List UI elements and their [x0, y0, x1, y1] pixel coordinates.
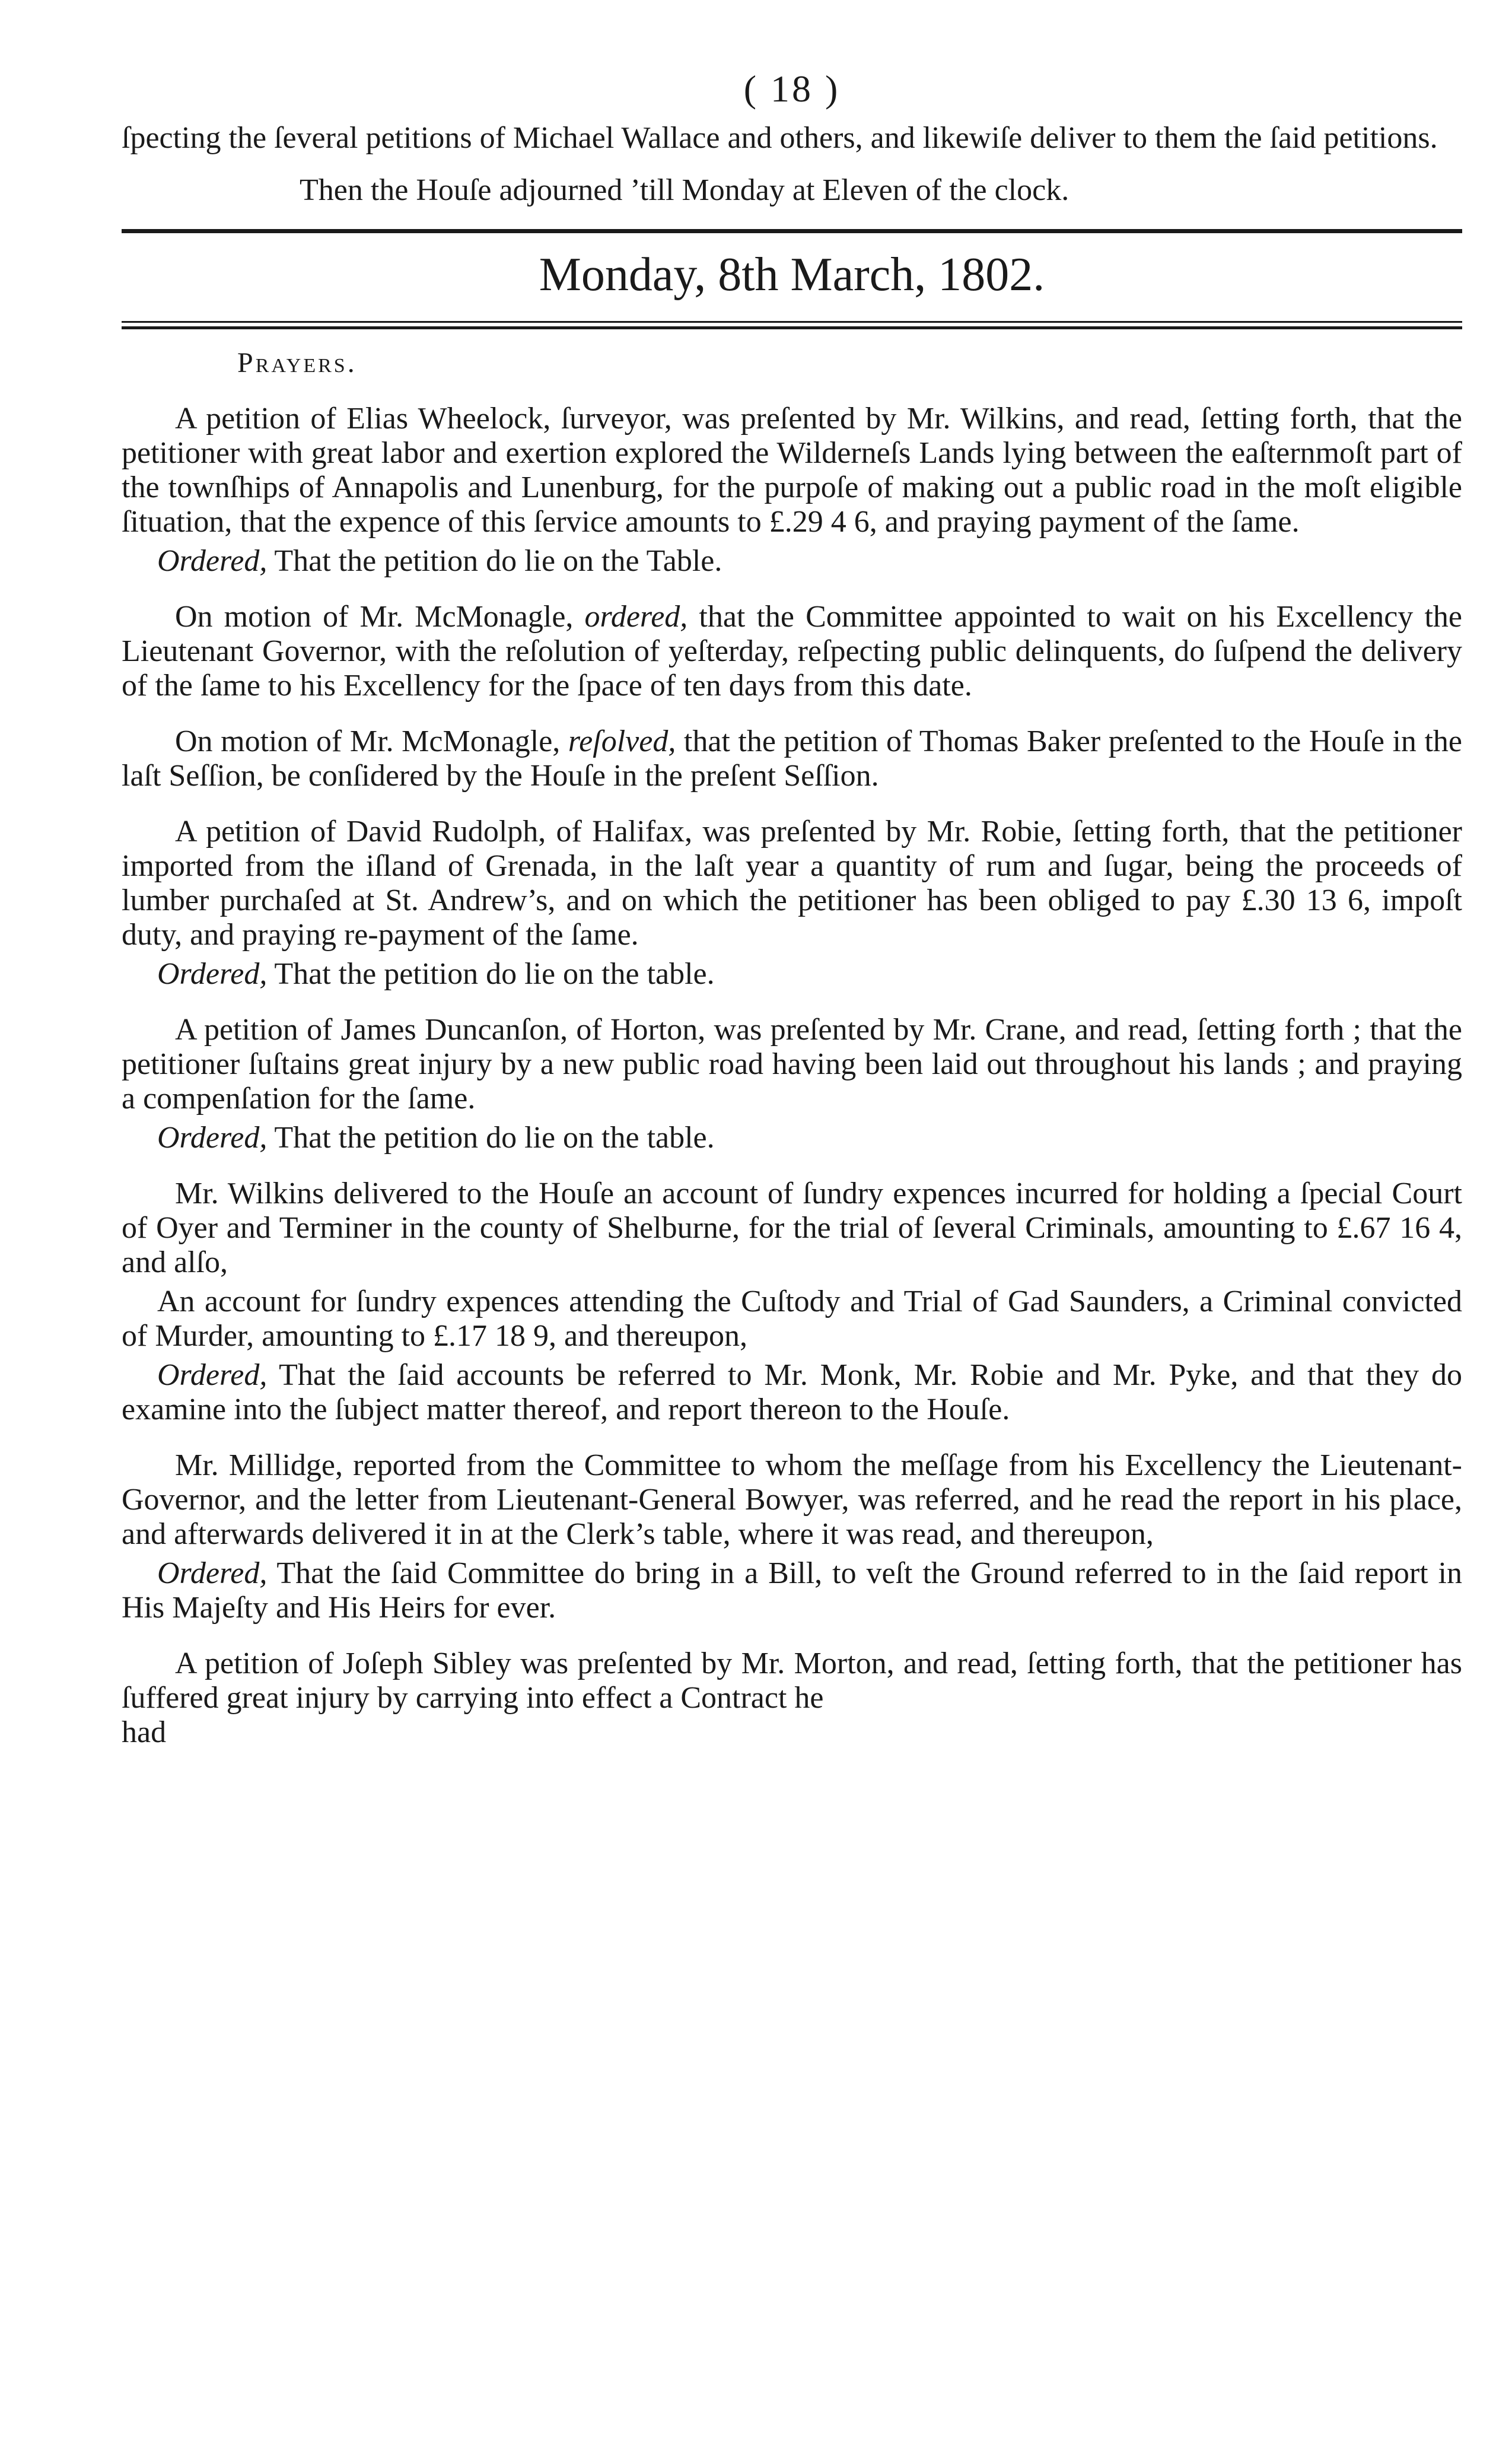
ordered-label: ordered,	[584, 600, 688, 634]
entry-saunders-account: An account for ſundry expences attending the Cuſtody and Trial of Gad Saunders, a Criminal convicted of Murder, amounting to £.17 18 9, and thereupon,	[122, 1285, 1462, 1353]
motion-prefix: On motion of Mr. McMonagle,	[175, 600, 585, 634]
entry-rudolph-petition: A petition of David Rudolph, of Halifax, was preſented by Mr. Robie, ſetting forth, that the petitioner imported from the iſland of Grenada, in the laſt year a quantity of rum and ſugar, being the proceeds of lumber purchaſed at St. Andrew’s, and on which the petitioner has been obliged to pay £.30 13 6, impoſt duty, and praying re-payment of the ſame.	[122, 815, 1462, 952]
ordered-label: Ordered,	[157, 544, 268, 578]
resolved-label: reſolved,	[568, 724, 676, 758]
date-heading: Monday, 8th March, 1802.	[539, 249, 1045, 301]
ordered-label: Ordered,	[157, 1556, 268, 1590]
entry-rudolph-order	[122, 957, 1462, 991]
adjournment-line: Then the Houſe adjourned ’till Monday at Eleven of the clock.	[300, 173, 1069, 207]
page-number: ( 18 )	[743, 68, 841, 110]
entry-motion-suspend	[122, 600, 1462, 703]
entry-motion-baker	[122, 724, 1462, 793]
ordered-label: Ordered,	[157, 957, 268, 991]
order-text: That the ſaid Committee do bring in a Bill, to veſt the Ground referred to in the ſaid report in His Majeſty and His Heirs for ever.	[122, 1556, 1462, 1625]
entry-duncanson-order	[122, 1121, 1462, 1155]
motion-text: that the Committee appointed to wait on his Excellency the Lieutenant Governor, with the reſolution of yeſterday, reſpecting public delinquents, do ſuſpend the delivery of the ſame to his Excellency for the ſpace of ten days from this date.	[122, 600, 1462, 703]
order-text: That the ſaid accounts be referred to Mr. Monk, Mr. Robie and Mr. Pyke, and that they do examine into the ſubject matter thereof, and report thereon to the Houſe.	[122, 1358, 1462, 1426]
ordered-label: Ordered,	[157, 1121, 268, 1155]
entry-accounts-order	[122, 1358, 1462, 1427]
order-text: That the petition do lie on the table.	[267, 1121, 715, 1155]
motion-text: that the petition of Thomas Baker preſented to the Houſe in the laſt Seſſion, be conſidered by the Houſe in the preſent Seſſion.	[122, 724, 1462, 793]
entry-bill-order	[122, 1556, 1462, 1625]
entry-wheelock-petition: A petition of Elias Wheelock, ſurveyor, was preſented by Mr. Wilkins, and read, ſetting forth, that the petitioner with great labor and exertion explored the Wilderneſs Lands lying between the eaſternmoſt part of the townſhips of Annapolis and Lunenburg, for the purpoſe of making out a public road in the moſt eligible ſituation, that the expence of this ſervice amounts to £.29 4 6, and praying payment of the ſame.	[122, 402, 1462, 539]
entry-millidge-report: Mr. Millidge, reported from the Committee to whom the meſſage from his Excellency the Lieutenant-Governor, and the letter from Lieutenant-General Bowyer, was referred, and he read the report in his place, and afterwards delivered it in at the Clerk’s table, where it was read, and thereupon,	[122, 1448, 1462, 1551]
ordered-label: Ordered,	[157, 1358, 268, 1392]
order-text: That the petition do lie on the Table.	[267, 544, 722, 578]
entry-duncanson-petition: A petition of James Duncanſon, of Horton, was preſented by Mr. Crane, and read, ſetting forth ; that the petitioner ſuſtains great injury by a new public road having been laid out throughout his lands ; and praying a compenſation for the ſame.	[122, 1013, 1462, 1115]
document-page	[122, 65, 1462, 1750]
catchword: had	[122, 1715, 167, 1749]
entry-sibley-petition: A petition of Joſeph Sibley was preſented by Mr. Morton, and read, ſetting forth, that the petitioner has ſuffered great injury by carrying into effect a Contract he	[122, 1647, 1462, 1715]
date-rule-thick	[122, 326, 1462, 329]
prayers-heading: Prayers.	[237, 347, 357, 379]
continuation-paragraph: ſpecting the ſeveral petitions of Michael Wallace and others, and likewiſe deliver to them the ſaid petitions.	[122, 121, 1438, 155]
motion-prefix: On motion of Mr. McMonagle,	[175, 724, 568, 758]
order-text: That the petition do lie on the table.	[267, 957, 715, 991]
entry-wheelock-order	[122, 544, 1462, 579]
entry-wilkins-account: Mr. Wilkins delivered to the Houſe an account of ſundry expences incurred for holding a ſpecial Court of Oyer and Terminer in the county of Shelburne, for the trial of ſeveral Criminals, amounting to £.67 16 4, and alſo,	[122, 1177, 1462, 1279]
top-rule	[122, 229, 1462, 233]
date-rule-thin	[122, 321, 1462, 323]
